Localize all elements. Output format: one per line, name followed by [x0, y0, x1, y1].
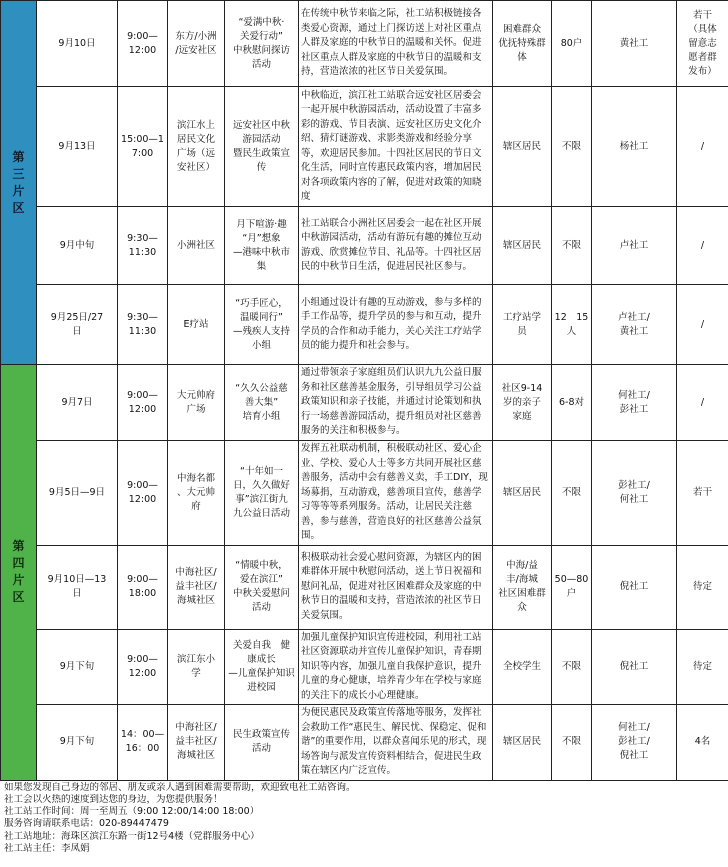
- footer-line: 服务咨询请联系电话：020-89447479: [4, 818, 169, 830]
- table-row: [1, 629, 728, 705]
- cell-time: 9:30— 11:30: [118, 207, 168, 285]
- cell-count: 50—80 户: [552, 545, 592, 629]
- cell-staff: 倪社工: [592, 629, 677, 705]
- cell-date: 9月25日/27 日: [37, 285, 118, 365]
- footer-line: 社工站地址：海珠区滨江东路一街12号4楼（党群服务中心）: [4, 830, 260, 842]
- zone-label: 第 三 片 区: [1, 1, 37, 365]
- cell-count: 6-8对: [552, 365, 592, 441]
- table-row: [1, 87, 728, 207]
- cell-count: 12 15 人: [552, 285, 592, 365]
- cell-date: 9月下旬: [37, 629, 118, 705]
- cell-count: 80户: [552, 1, 592, 87]
- cell-date: 9月13日: [37, 87, 118, 207]
- cell-date: 9月10日: [37, 1, 118, 87]
- cell-desc: 在传统中秋节来临之际，社工站积极链接各类爱心资源，通过上门探访送上对社区重点人群及家庭的中秋节日的温暖和关怀。促进社区重点人群及家庭的中秋节日的温暖和支持，营造浓浓的社区节日关爱氛围。: [299, 1, 493, 87]
- cell-location: 东方/小洲 /远安社区: [168, 1, 225, 87]
- cell-desc: 通过带领亲子家庭组员们认识九九公益日服务和社区慈善基金服务，引导组员学习公益政策知识和亲子技能，并通过讨论策划和执行一场慈善游园活动，提升组员对社区慈善服务的关注和积极参与。: [299, 365, 493, 441]
- table-row: [1, 1, 728, 87]
- cell-time: 9:00— 18:00: [118, 545, 168, 629]
- cell-location: 中海社区/ 益丰社区/ 海城社区: [168, 545, 225, 629]
- footer-notes: [0, 782, 728, 856]
- table-row: [1, 705, 728, 781]
- cell-target: 全校学生: [493, 629, 552, 705]
- footer-line: 社工会以火热的速度到达您的身边，为您提供服务！: [4, 793, 223, 805]
- cell-time: 9:00— 12:00: [118, 365, 168, 441]
- cell-time: 14：00— 16：00: [118, 705, 168, 781]
- cell-time: 9:30— 11:30: [118, 285, 168, 365]
- cell-name: “十年如一 日，久久做好 事”滨江街九 九公益日活动: [225, 441, 299, 546]
- cell-name: 关爱自我 健 康成长 —儿童保护知识 进校园: [225, 629, 299, 705]
- cell-time: 9:00— 12:00: [118, 629, 168, 705]
- cell-name: “爱满中秋· 关爱行动” 中秋慰问探访 活动: [225, 1, 299, 87]
- cell-count: 不限: [552, 705, 592, 781]
- cell-volunteers: 若干 （具体 留意志 愿者群 发布）: [677, 1, 728, 87]
- table-row: [1, 285, 728, 365]
- cell-time: 9:00— 12:00: [118, 1, 168, 87]
- cell-date: 9月下旬: [37, 705, 118, 781]
- cell-volunteers: 待定: [677, 629, 728, 705]
- cell-target: 社区9-14 岁的亲子 家庭: [493, 365, 552, 441]
- cell-name: 远安社区中秋 游园活动 暨民生政策宣 传: [225, 87, 299, 207]
- cell-desc: 为便民惠民及政策宣传落地等服务，发挥社会救助工作“惠民生、解民忧、保稳定、促和谐”的重要作用，以群众喜闻乐见的形式，现场答询与派发宣传资料相结合，促进民生政策在辖区内广泛宣传。: [299, 705, 493, 781]
- cell-staff: 黄社工: [592, 1, 677, 87]
- cell-volunteers: /: [677, 285, 728, 365]
- cell-volunteers: 若干: [677, 441, 728, 546]
- cell-target: 辖区居民: [493, 207, 552, 285]
- cell-desc: 小组通过设计有趣的互动游戏，参与多样的手工作品等，提升学员的参与和互动，提升学员的合作和动手能力，关心关注工疗站学员的能力提升和社会参与。: [299, 285, 493, 365]
- cell-location: 滨江东小 学: [168, 629, 225, 705]
- zone-label: 第 四 片 区: [1, 365, 37, 781]
- cell-staff: 倪社工: [592, 545, 677, 629]
- table-body: [1, 1, 728, 781]
- cell-location: 中海名都 、大元帅 府: [168, 441, 225, 546]
- cell-volunteers: /: [677, 87, 728, 207]
- cell-staff: 卢社工/ 黄社工: [592, 285, 677, 365]
- cell-count: 不限: [552, 207, 592, 285]
- cell-volunteers: 4名: [677, 705, 728, 781]
- cell-target: 辖区居民: [493, 87, 552, 207]
- cell-location: 滨江水上 居民文化 广场（远 安社区）: [168, 87, 225, 207]
- cell-target: 中海/益 丰/海城 社区困难群 众: [493, 545, 552, 629]
- cell-desc: 中秋临近，滨江社工站联合远安社区居委会一起开展中秋游园活动，活动设置了丰富多彩的游戏、节目表演、远安社区历史文化介绍、猜灯谜游戏、求影类游戏和经验分享等，欢迎居民参加。十四社区居民的节日文化生活，同时宣传惠民政策内容，增加居民对各项政策内容的了解，促进对政策的知晓度: [299, 87, 493, 207]
- cell-staff: 何社工/ 彭社工/ 倪社工: [592, 705, 677, 781]
- cell-date: 9月7日: [37, 365, 118, 441]
- cell-location: 中海社区/ 益丰社区/ 海城社区: [168, 705, 225, 781]
- cell-desc: 加强儿童保护知识宣传进校园，利用社工站社区资源联动并宣传儿童保护知识，青春期知识等内容，加强儿童自我保护意识，提升儿童的身心健康，培养青少年在学校与家庭的关注下的成长小心理健康。: [299, 629, 493, 705]
- cell-staff: 杨社工: [592, 87, 677, 207]
- cell-target: 困难群众 优抚特殊群 体: [493, 1, 552, 87]
- cell-name: 民生政策宣传 活动: [225, 705, 299, 781]
- cell-date: 9月中旬: [37, 207, 118, 285]
- cell-target: 辖区居民: [493, 441, 552, 546]
- cell-desc: 社工站联合小洲社区居委会一起在社区开展中秋游园活动，活动有游玩有趣的摊位互动游戏、欣赏摊位节目、礼品等。十四社区居民的中秋节日生活，促进居民社区参与。: [299, 207, 493, 285]
- cell-time: 15:00—1 7:00: [118, 87, 168, 207]
- cell-count: 不限: [552, 629, 592, 705]
- cell-count: 不限: [552, 441, 592, 546]
- cell-date: 9月10日—13 日: [37, 545, 118, 629]
- cell-staff: 何社工/ 彭社工: [592, 365, 677, 441]
- footer-line: 社工站工作时间：周一至周五（9:00 12:00/14:00 18:00）: [4, 806, 260, 818]
- cell-staff: 彭社工/ 何社工: [592, 441, 677, 546]
- footer-line: 如果您发现自己身边的邻居、朋友或亲人遇到困难需要帮助，欢迎致电社工站咨询。: [4, 781, 356, 793]
- cell-date: 9月5日—9日: [37, 441, 118, 546]
- table-row: [1, 365, 728, 441]
- cell-target: 辖区居民: [493, 705, 552, 781]
- cell-time: 9:00— 12:00: [118, 441, 168, 546]
- cell-target: 工疗站学 员: [493, 285, 552, 365]
- footer-line: 社工站主任：李凤娟: [4, 842, 90, 854]
- cell-count: 不限: [552, 87, 592, 207]
- cell-volunteers: /: [677, 207, 728, 285]
- cell-name: “情暖中秋， 爱在滨江” 中秋关爱慰问 活动: [225, 545, 299, 629]
- cell-staff: 卢社工: [592, 207, 677, 285]
- table-row: [1, 441, 728, 546]
- cell-volunteers: /: [677, 365, 728, 441]
- cell-location: 大元帅府 广场: [168, 365, 225, 441]
- table-row: [1, 545, 728, 629]
- cell-location: 小洲社区: [168, 207, 225, 285]
- cell-location: E疗站: [168, 285, 225, 365]
- cell-name: 月下喧游·趣 “月”想象 —港味中秋市 集: [225, 207, 299, 285]
- table-row: [1, 207, 728, 285]
- cell-name: “久久公益慈 善大集” 培育小组: [225, 365, 299, 441]
- cell-desc: 发挥五社联动机制，积极联动社区、爱心企业、学校、爱心人士等多方共同开展社区慈善服务，活动中会有慈善义卖，手工DIY，现场募捐，互动游戏，慈善项目宣传，慈善学习等等等系列服务。活动，让居民关注慈善，参与慈善，营造良好的社区慈善公益氛围。: [299, 441, 493, 546]
- cell-volunteers: 待定: [677, 545, 728, 629]
- cell-name: “巧手匠心， 温暖同行” —残疾人支持 小组: [225, 285, 299, 365]
- cell-desc: 积极联动社会爱心慰问资源，为辖区内的困难群体开展中秋慰问活动，送上节日祝福和慰问礼品，促进对社区困难群众及家庭的中秋节日的温暖和支持，营造浓浓的社区节日关爱氛围。: [299, 545, 493, 629]
